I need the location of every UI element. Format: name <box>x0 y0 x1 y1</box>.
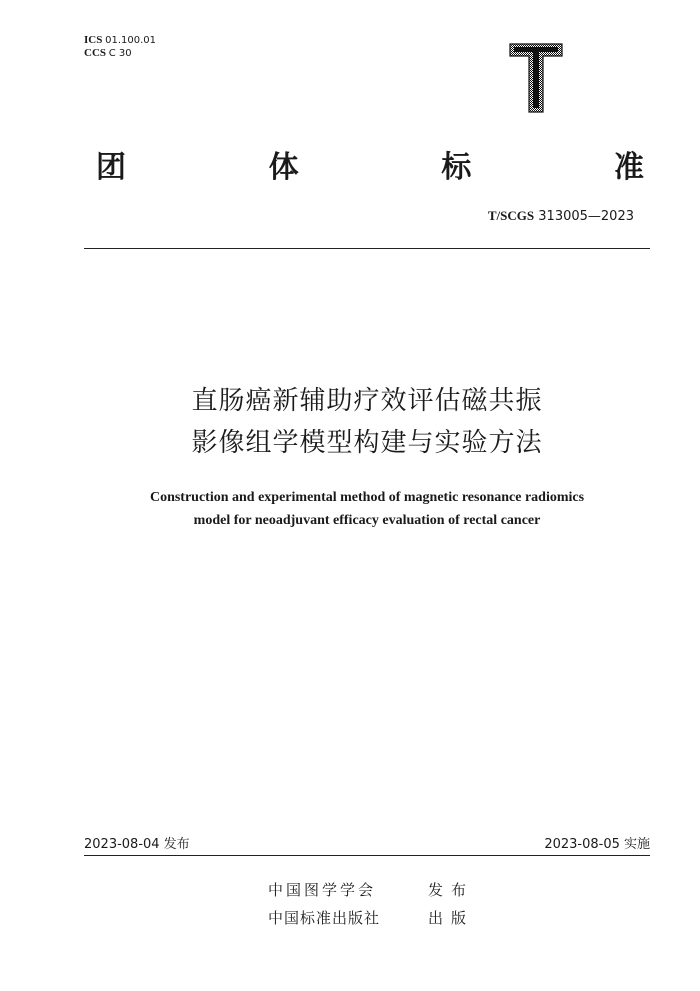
english-title-line: model for neoadjuvant efficacy evaluation of rectal cancer <box>193 513 541 528</box>
publisher-role: 发布 <box>428 881 475 899</box>
ics-code: ICS 01.100.01 <box>84 34 156 46</box>
standard-code: 313005—2023 <box>538 209 634 224</box>
logo-letter: T <box>508 42 509 43</box>
bottom-divider <box>84 855 650 856</box>
publisher-block <box>268 876 474 932</box>
ccs-code: CCS C 30 <box>84 47 132 59</box>
chinese-title-line: 影像组学模型构建与实验方法 <box>191 428 543 458</box>
classification-codes <box>84 34 156 60</box>
top-divider <box>84 248 650 249</box>
document-type-heading <box>96 142 644 186</box>
standard-prefix: T/SCGS <box>487 208 535 223</box>
issue-date: 2023-08-04 发布 <box>84 837 190 852</box>
publisher-org: 中国图学学会 <box>268 881 377 899</box>
publisher-org: 中国标准出版社 <box>268 909 381 927</box>
standard-number <box>488 208 634 224</box>
chinese-title-line: 直肠癌新辅助疗效评估磁共振 <box>191 386 543 416</box>
publisher-role: 出版 <box>428 909 475 927</box>
heading-char: 团 <box>96 150 126 185</box>
english-title-line: Construction and experimental method of magnetic resonance radiomics <box>149 490 585 505</box>
english-title <box>20 486 700 532</box>
publisher-row <box>268 904 474 932</box>
heading-char: 准 <box>613 150 644 185</box>
standard-t-logo <box>508 42 564 114</box>
implementation-date: 2023-08-05 实施 <box>544 837 650 852</box>
publisher-row <box>268 876 474 904</box>
chinese-title <box>0 380 700 464</box>
heading-char: 标 <box>441 150 472 185</box>
heading-char: 体 <box>268 150 299 185</box>
